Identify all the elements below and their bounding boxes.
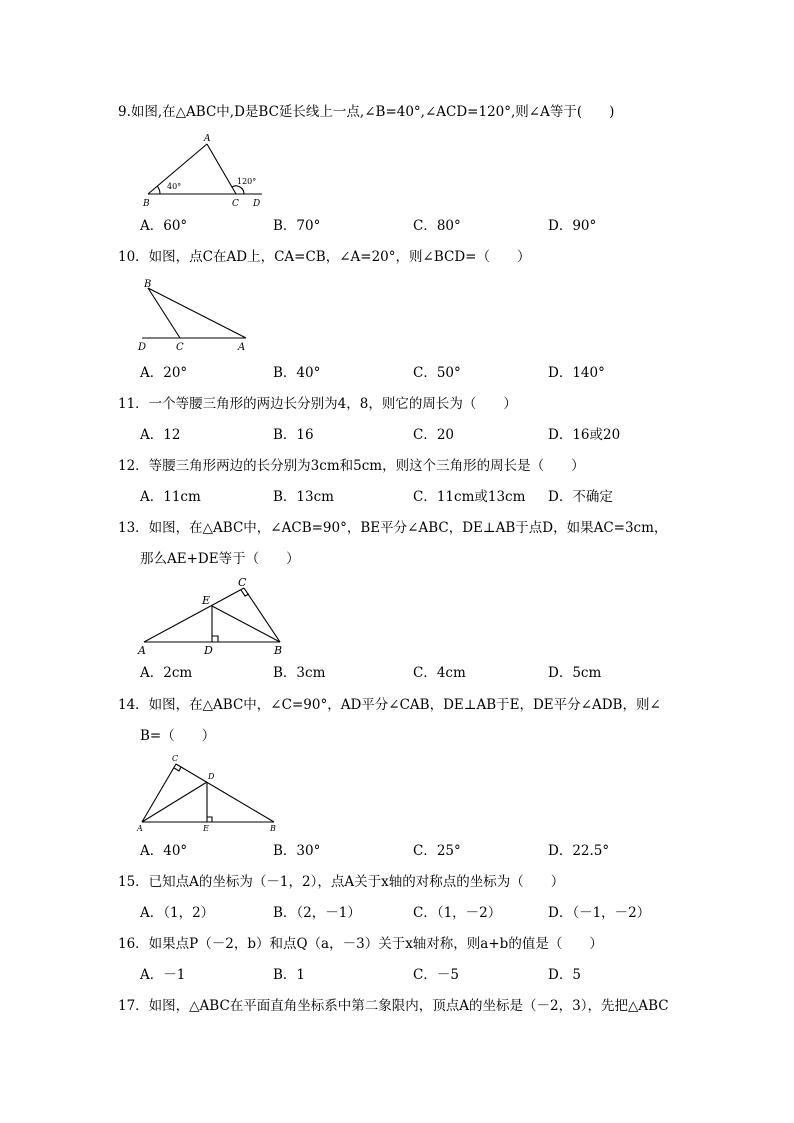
label-a: A bbox=[138, 644, 146, 657]
label-b: B bbox=[270, 824, 276, 833]
label-b: B bbox=[274, 644, 283, 657]
line-ad bbox=[142, 782, 207, 822]
question-9-stem: 9.如图,在△ABC中,D是BC延长线上一点,∠B=40°,∠ACD=120°,则∠A等于( ) bbox=[118, 104, 615, 120]
angle-b-arc bbox=[157, 186, 160, 194]
option-b[interactable]: B．13cm bbox=[273, 489, 334, 505]
option-b[interactable]: B．1 bbox=[273, 967, 306, 983]
option-c[interactable]: C．－5 bbox=[413, 967, 459, 983]
option-c[interactable]: C．20 bbox=[413, 427, 455, 443]
option-c[interactable]: C．11cm或13cm bbox=[413, 489, 526, 505]
right-angle-e bbox=[207, 817, 212, 822]
line-ac bbox=[142, 764, 176, 822]
line-ba bbox=[148, 288, 246, 338]
label-b: B bbox=[143, 199, 150, 209]
option-d[interactable]: D．（－1，－2） bbox=[548, 905, 651, 921]
option-b[interactable]: B．3cm bbox=[273, 665, 326, 681]
angle-label-40: 40° bbox=[167, 182, 182, 191]
question-13-stem-cont: 那么AE+DE等于（ ） bbox=[140, 551, 300, 567]
label-e: E bbox=[202, 594, 211, 607]
question-15-options bbox=[140, 903, 700, 923]
label-d: D bbox=[208, 772, 215, 781]
question-10-stem: 10．如图，点C在AD上，CA=CB，∠A=20°，则∠BCD=（ ） bbox=[118, 249, 531, 265]
question-12-options bbox=[140, 487, 700, 507]
option-a[interactable]: A．－1 bbox=[140, 967, 186, 983]
question-13-options bbox=[140, 663, 700, 683]
question-16-stem: 16．如果点P（－2，b）和点Q（a，－3）关于x轴对称，则a+b的值是（ ） bbox=[118, 936, 603, 952]
question-14-figure bbox=[134, 752, 284, 836]
label-e: E bbox=[203, 824, 209, 833]
option-d[interactable]: D．140° bbox=[548, 365, 605, 381]
option-b[interactable]: B．30° bbox=[273, 843, 321, 859]
option-a[interactable]: A．11cm bbox=[140, 489, 201, 505]
angle-label-120: 120° bbox=[237, 177, 257, 186]
question-10-figure bbox=[136, 276, 256, 352]
question-11-options bbox=[140, 425, 700, 445]
label-c: C bbox=[172, 754, 179, 763]
right-angle-c bbox=[174, 767, 181, 771]
option-d[interactable]: D．5cm bbox=[548, 665, 602, 681]
option-d[interactable]: D．5 bbox=[548, 967, 581, 983]
line-cb bbox=[244, 588, 280, 642]
option-b[interactable]: B．70° bbox=[273, 218, 321, 234]
question-17-stem: 17．如图，△ABC在平面直角坐标系中第二象限内，顶点A的坐标是（－2，3），先把△ABC bbox=[118, 998, 669, 1014]
line-eb bbox=[212, 606, 280, 642]
option-b[interactable]: B．40° bbox=[273, 365, 321, 381]
line-ac bbox=[207, 144, 236, 194]
label-d: D bbox=[138, 342, 147, 353]
question-13-figure bbox=[136, 574, 296, 660]
option-a[interactable]: A．2cm bbox=[140, 665, 193, 681]
label-c: C bbox=[238, 576, 247, 589]
option-b[interactable]: B．16 bbox=[273, 427, 314, 443]
option-d[interactable]: D．22.5° bbox=[548, 843, 610, 859]
option-c[interactable]: C．（1，－2） bbox=[413, 905, 502, 921]
label-a: A bbox=[238, 342, 246, 353]
question-10-options bbox=[140, 363, 700, 383]
option-d[interactable]: D．90° bbox=[548, 218, 597, 234]
label-d: D bbox=[253, 199, 261, 209]
option-a[interactable]: A．60° bbox=[140, 218, 188, 234]
question-9-options bbox=[140, 216, 700, 236]
option-a[interactable]: A．20° bbox=[140, 365, 188, 381]
question-15-stem: 15．已知点A的坐标为（－1，2），点A关于x轴的对称点的坐标为（ ） bbox=[118, 874, 565, 890]
right-angle-d bbox=[212, 636, 218, 642]
option-c[interactable]: C．25° bbox=[413, 843, 461, 859]
question-14-stem: 14．如图，在△ABC中，∠C=90°，AD平分∠CAB，DE⊥AB于E，DE平分∠ADB，则∠ bbox=[118, 697, 661, 713]
label-c: C bbox=[232, 199, 239, 209]
line-bc bbox=[148, 288, 180, 338]
question-14-options bbox=[140, 841, 700, 861]
question-13-stem: 13．如图，在△ABC中，∠ACB=90°，BE平分∠ABC，DE⊥AB于点D，如果AC=3cm， bbox=[118, 520, 668, 536]
option-a[interactable]: A．12 bbox=[140, 427, 181, 443]
option-a[interactable]: A．40° bbox=[140, 843, 188, 859]
question-11-stem: 11．一个等腰三角形的两边长分别为4，8，则它的周长为（ ） bbox=[118, 396, 517, 412]
line-cb bbox=[176, 764, 274, 822]
question-16-options bbox=[140, 965, 700, 985]
option-a[interactable]: A．（1，2） bbox=[140, 905, 215, 921]
option-c[interactable]: C．4cm bbox=[413, 665, 466, 681]
option-d[interactable]: D．不确定 bbox=[548, 489, 613, 505]
option-c[interactable]: C．50° bbox=[413, 365, 461, 381]
label-b: B bbox=[144, 279, 152, 290]
option-d[interactable]: D．16或20 bbox=[548, 427, 621, 443]
question-14-stem-cont: B=（ ） bbox=[140, 728, 216, 744]
question-9-figure bbox=[140, 132, 280, 210]
label-d: D bbox=[204, 644, 213, 657]
option-c[interactable]: C．80° bbox=[413, 218, 461, 234]
label-a: A bbox=[204, 134, 211, 144]
label-c: C bbox=[176, 342, 184, 353]
question-12-stem: 12．等腰三角形两边的长分别为3cm和5cm，则这个三角形的周长是（ ） bbox=[118, 458, 585, 474]
label-a: A bbox=[137, 824, 143, 833]
option-b[interactable]: B．（2，－1） bbox=[273, 905, 361, 921]
